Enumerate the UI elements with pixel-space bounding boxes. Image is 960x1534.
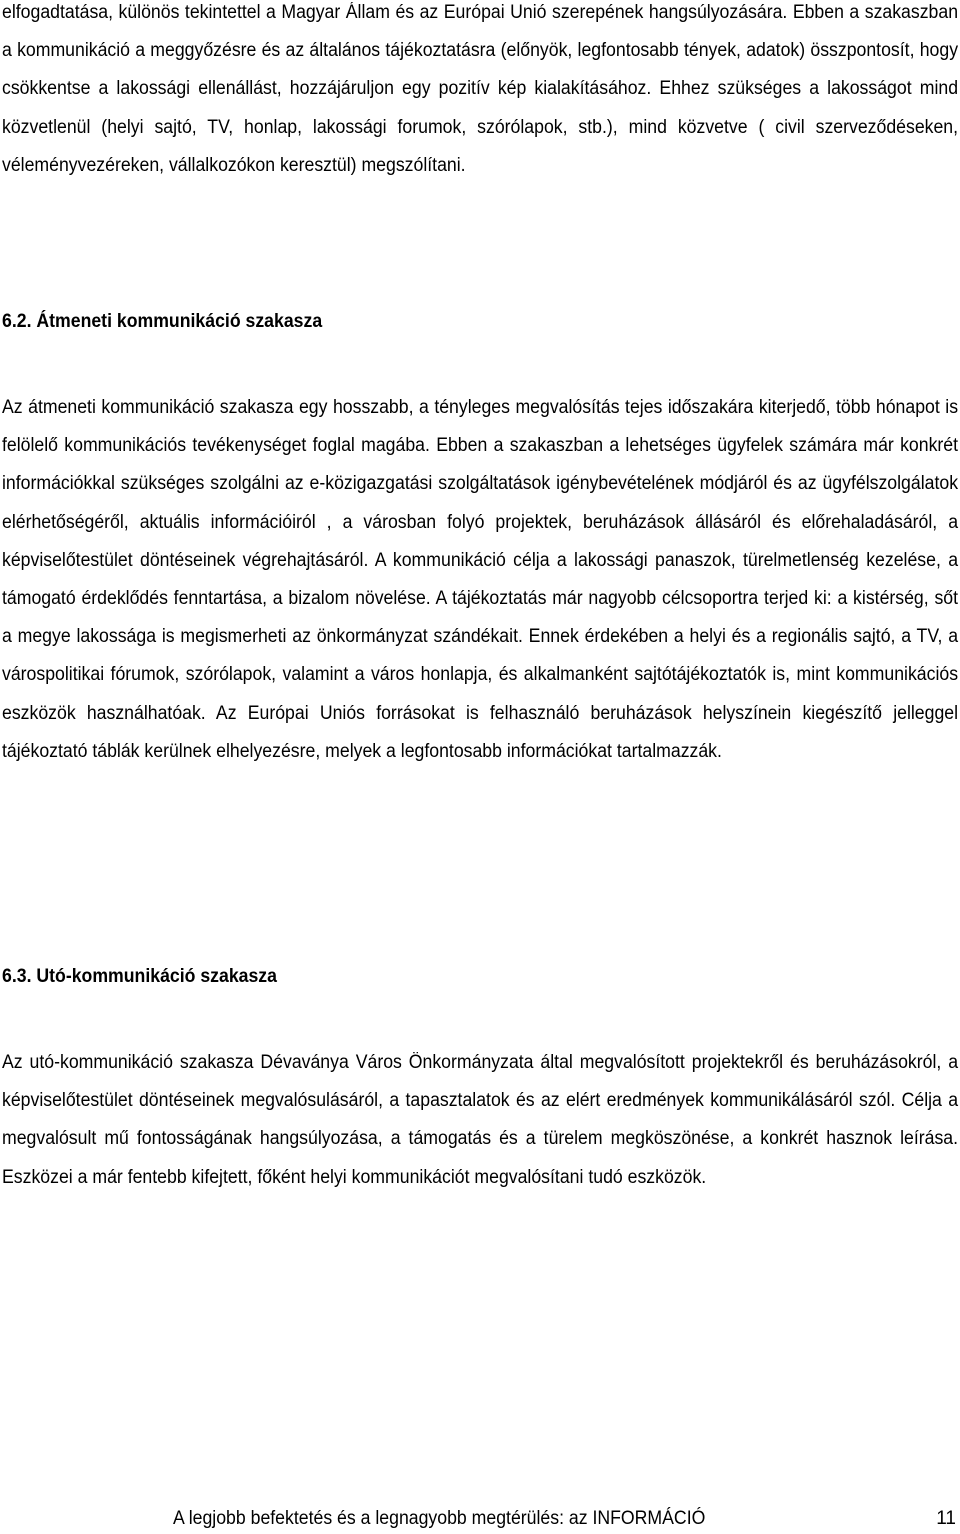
section-6-3-paragraph: Az utó-kommunikáció szakasza Dévaványa Város Önkormányzata által megvalósított projektekről és beruházásokról, a képviselőtestület döntéseinek megvalósulásáról, a tapasztalatok és az elért eredmények kommunikálásáról szól. Célja a megvalósult mű fontosságának hangsúlyozása, a támogatás és a türelem megköszönése, a konkrét hasznok leírása. Eszközei a már fentebb kifejtett, főként helyi kommunikációt megvalósítani tudó eszközök. — [2, 1052, 959, 1188]
page-footer — [0, 1506, 960, 1532]
footer-title: A legjobb befektetés és a legnagyobb megtérülés: az INFORMÁCIÓ — [173, 1508, 706, 1529]
intro-paragraph: elfogadtatása, különös tekintettel a Magyar Állam és az Európai Unió szerepének hangsúlyozására. Ebben a szakaszban a kommunikáció a meggyőzésre és az általános tájékoztatásra (előnyök, legfontosabb tények, adatok) összpontosít, hogy csökkentse a lakossági ellenállást, hozzájáruljon egy pozitív kép kialakításához. Ehhez szükséges a lakosságot mind közvetlenül (helyi sajtó, TV, honlap, lakossági forumok, szórólapok, stb.), mind közvetve ( civil szerveződéseken, véleményvezéreken, vállalkozókon keresztül) megszólítani. — [2, 2, 959, 176]
page-number: 11 — [936, 1508, 956, 1529]
section-6-2-paragraph: Az átmeneti kommunikáció szakasza egy hosszabb, a tényleges megvalósítás tejes időszakára kiterjedő, több hónapot is felölelő kommunikációs tevékenységet foglal magába. Ebben a szakaszban a lehetséges ügyfelek számára már konkrét információkkal szükséges szolgálni az e-közigazgatási szolgáltatások igénybevételének módjáról és az ügyfélszolgálatok elérhetőségéről, aktuális információiról , a városban folyó projektek, beruházások állásáról és előrehaladásáról, a képviselőtestület döntéseinek végrehajtásáról. A kommunikáció célja a lakossági panaszok, türelmetlenség kezelése, a támogató érdeklődés fenntartása, a bizalom növelése. A tájékoztatás már nagyobb célcsoportra terjed ki: a kistérség, sőt a megye lakossága is megismerheti az önkormányzat szándékait. Ennek érdekében a helyi és a regionális sajtó, a TV, a várospolitikai fórumok, szórólapok, valamint a város honlapja, és alkalmanként sajtótájékoztatók is, mint kommunikációs eszközök használhatóak. Az Európai Uniós forrásokat is felhasználó beruházások helyszínein kiegészítő jelleggel tájékoztató táblák kerülnek elhelyezésre, melyek a legfontosabb információkat tartalmazzák. — [2, 397, 959, 762]
section-heading-6-2: 6.2. Átmeneti kommunikáció szakasza — [2, 311, 323, 332]
section-heading-6-3: 6.3. Utó-kommunikáció szakasza — [2, 966, 277, 987]
